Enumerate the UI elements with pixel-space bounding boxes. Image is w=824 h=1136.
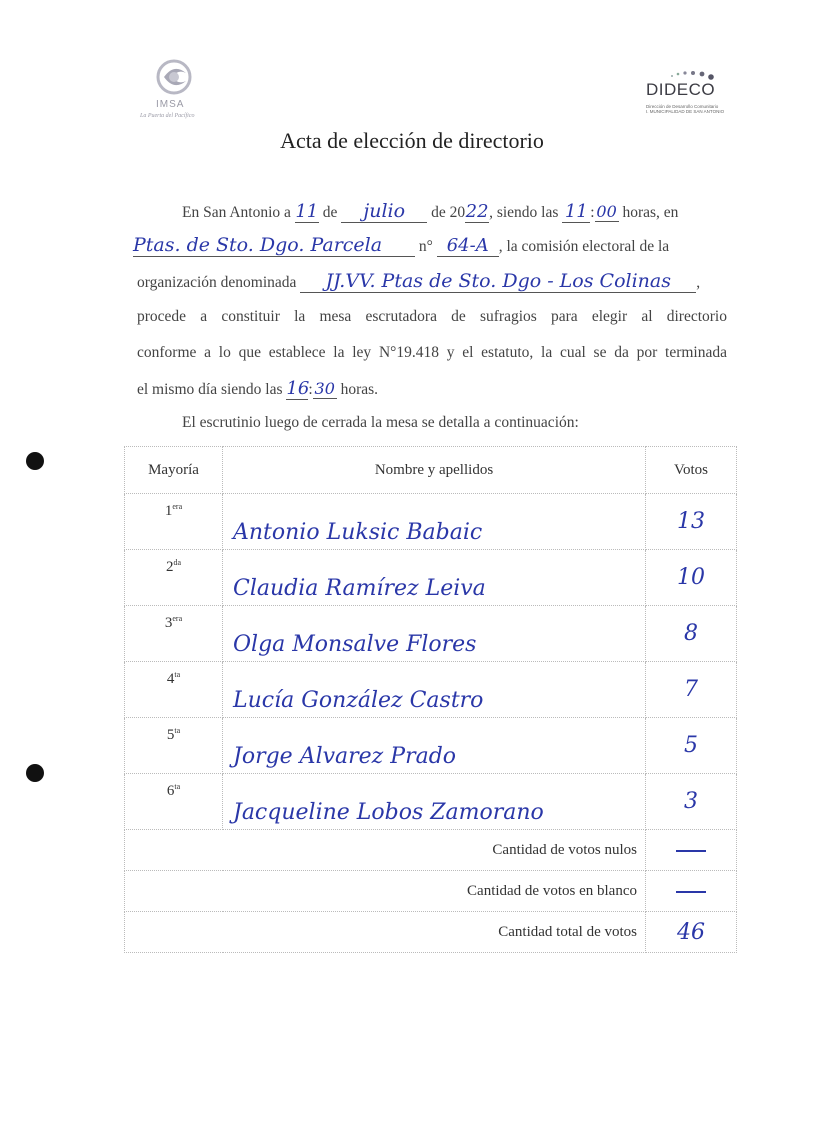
handwritten-hour: 11 bbox=[562, 201, 590, 223]
candidate-votes: 13 bbox=[646, 494, 737, 550]
paragraph-line-6 bbox=[137, 378, 378, 400]
candidate-votes: 8 bbox=[646, 606, 737, 662]
candidate-name: Claudia Ramírez Leiva bbox=[223, 550, 646, 606]
text-comision-electoral: , la comisión electoral de la bbox=[498, 238, 670, 255]
rank-cell bbox=[125, 774, 223, 830]
paragraph-line-5: conforme a lo que establece la ley N°19.418 y el estatuto, la cual se da por terminada bbox=[137, 344, 727, 361]
rank-cell bbox=[125, 718, 223, 774]
table-row bbox=[125, 718, 737, 774]
table-header-row bbox=[125, 447, 737, 494]
blank-votes-row bbox=[125, 871, 737, 912]
rank-number: 3 bbox=[164, 615, 173, 631]
handwritten-place: Ptas. de Sto. Dgo. Parcela bbox=[133, 234, 415, 257]
text-end-sep: : bbox=[308, 381, 313, 398]
table-row bbox=[125, 606, 737, 662]
table-row bbox=[125, 662, 737, 718]
handwritten-org-name: JJ.VV. Ptas de Sto. Dgo - Los Colinas bbox=[300, 270, 696, 293]
null-votes-value bbox=[646, 830, 737, 871]
dideco-sub-line1: Dirección de Desarrollo Comunitario bbox=[646, 104, 719, 109]
rank-number: 2 bbox=[165, 559, 174, 575]
paragraph-line-1 bbox=[182, 200, 678, 223]
rank-number: 1 bbox=[164, 503, 173, 519]
table-row bbox=[125, 550, 737, 606]
text-organizacion-denominada: organización denominada bbox=[137, 274, 297, 291]
dideco-brand-text: DIDECO bbox=[646, 80, 716, 99]
text-mismo-dia: el mismo día siendo las bbox=[137, 381, 283, 398]
candidate-name: Jacqueline Lobos Zamorano bbox=[223, 774, 646, 830]
candidate-votes: 3 bbox=[646, 774, 737, 830]
total-votes-value: 46 bbox=[646, 912, 737, 953]
dideco-sub-line2: I. MUNICIPALIDAD DE SAN ANTONIO bbox=[646, 109, 725, 114]
text-horas-en: horas, en bbox=[622, 204, 679, 221]
handwritten-year: 22 bbox=[465, 201, 489, 222]
text-numero: n° bbox=[418, 238, 433, 255]
imsa-tagline: La Puerta del Pacífico bbox=[140, 113, 195, 119]
handwritten-day: 11 bbox=[295, 201, 319, 222]
null-votes-row bbox=[125, 830, 737, 871]
candidate-name: Lucía González Castro bbox=[223, 662, 646, 718]
rank-number: 4 bbox=[166, 671, 175, 687]
header-nombre: Nombre y apellidos bbox=[223, 447, 646, 494]
text-de-20: de 20 bbox=[431, 204, 466, 221]
handwritten-month: julio bbox=[341, 200, 427, 223]
table-row bbox=[125, 774, 737, 830]
text-horas: horas. bbox=[340, 381, 379, 398]
punch-hole-top bbox=[26, 452, 44, 470]
handwritten-number: 64-A bbox=[437, 235, 499, 257]
document-title: Acta de elección de directorio bbox=[280, 128, 544, 153]
rank-number: 6 bbox=[166, 783, 175, 799]
dideco-logo bbox=[640, 66, 730, 116]
candidate-name: Olga Monsalve Flores bbox=[223, 606, 646, 662]
blank-votes-label: Cantidad de votos en blanco bbox=[125, 871, 646, 912]
rank-cell bbox=[125, 606, 223, 662]
rank-suffix: ta bbox=[174, 782, 181, 791]
text-comma: , bbox=[696, 274, 701, 291]
dideco-subtitle bbox=[646, 104, 726, 114]
imsa-logo bbox=[138, 55, 228, 119]
blank-votes-value bbox=[646, 871, 737, 912]
rank-suffix: era bbox=[172, 614, 183, 623]
dash-mark bbox=[676, 891, 706, 893]
paragraph-line-7: El escrutinio luego de cerrada la mesa se detalla a continuación: bbox=[182, 414, 579, 431]
rank-number: 5 bbox=[166, 727, 175, 743]
rank-cell bbox=[125, 494, 223, 550]
paragraph-line-4: procede a constituir la mesa escrutadora de sufragios para elegir al directorio bbox=[137, 308, 727, 325]
handwritten-end-minute: 30 bbox=[314, 379, 335, 398]
handwritten-minute: 00 bbox=[596, 202, 617, 221]
table-row bbox=[125, 494, 737, 550]
rank-suffix: era bbox=[172, 502, 183, 511]
text-de: de bbox=[322, 204, 338, 221]
results-table bbox=[124, 446, 737, 953]
imsa-brand-text: IMSA bbox=[156, 99, 185, 110]
rank-suffix: da bbox=[173, 558, 182, 567]
null-votes-label: Cantidad de votos nulos bbox=[125, 830, 646, 871]
header-mayoria: Mayoría bbox=[125, 447, 223, 494]
punch-hole-bottom bbox=[26, 764, 44, 782]
candidate-votes: 5 bbox=[646, 718, 737, 774]
paragraph-line-2 bbox=[133, 234, 669, 257]
rank-cell bbox=[125, 550, 223, 606]
candidate-name: Jorge Alvarez Prado bbox=[223, 718, 646, 774]
candidate-votes: 7 bbox=[646, 662, 737, 718]
imsa-emblem-icon bbox=[154, 55, 194, 99]
rank-suffix: ta bbox=[174, 726, 181, 735]
text-en-san-antonio: En San Antonio a bbox=[182, 204, 291, 221]
total-votes-label: Cantidad total de votos bbox=[125, 912, 646, 953]
header-votos: Votos bbox=[646, 447, 737, 494]
text-hour-sep: : bbox=[590, 204, 595, 221]
handwritten-end-hour: 16 bbox=[286, 378, 310, 399]
text-siendo-las: , siendo las bbox=[489, 204, 559, 221]
candidate-name: Antonio Luksic Babaic bbox=[223, 494, 646, 550]
paragraph-line-3 bbox=[137, 270, 700, 293]
total-votes-row bbox=[125, 912, 737, 953]
rank-cell bbox=[125, 662, 223, 718]
rank-suffix: ta bbox=[174, 670, 181, 679]
dash-mark bbox=[676, 850, 706, 852]
candidate-votes: 10 bbox=[646, 550, 737, 606]
